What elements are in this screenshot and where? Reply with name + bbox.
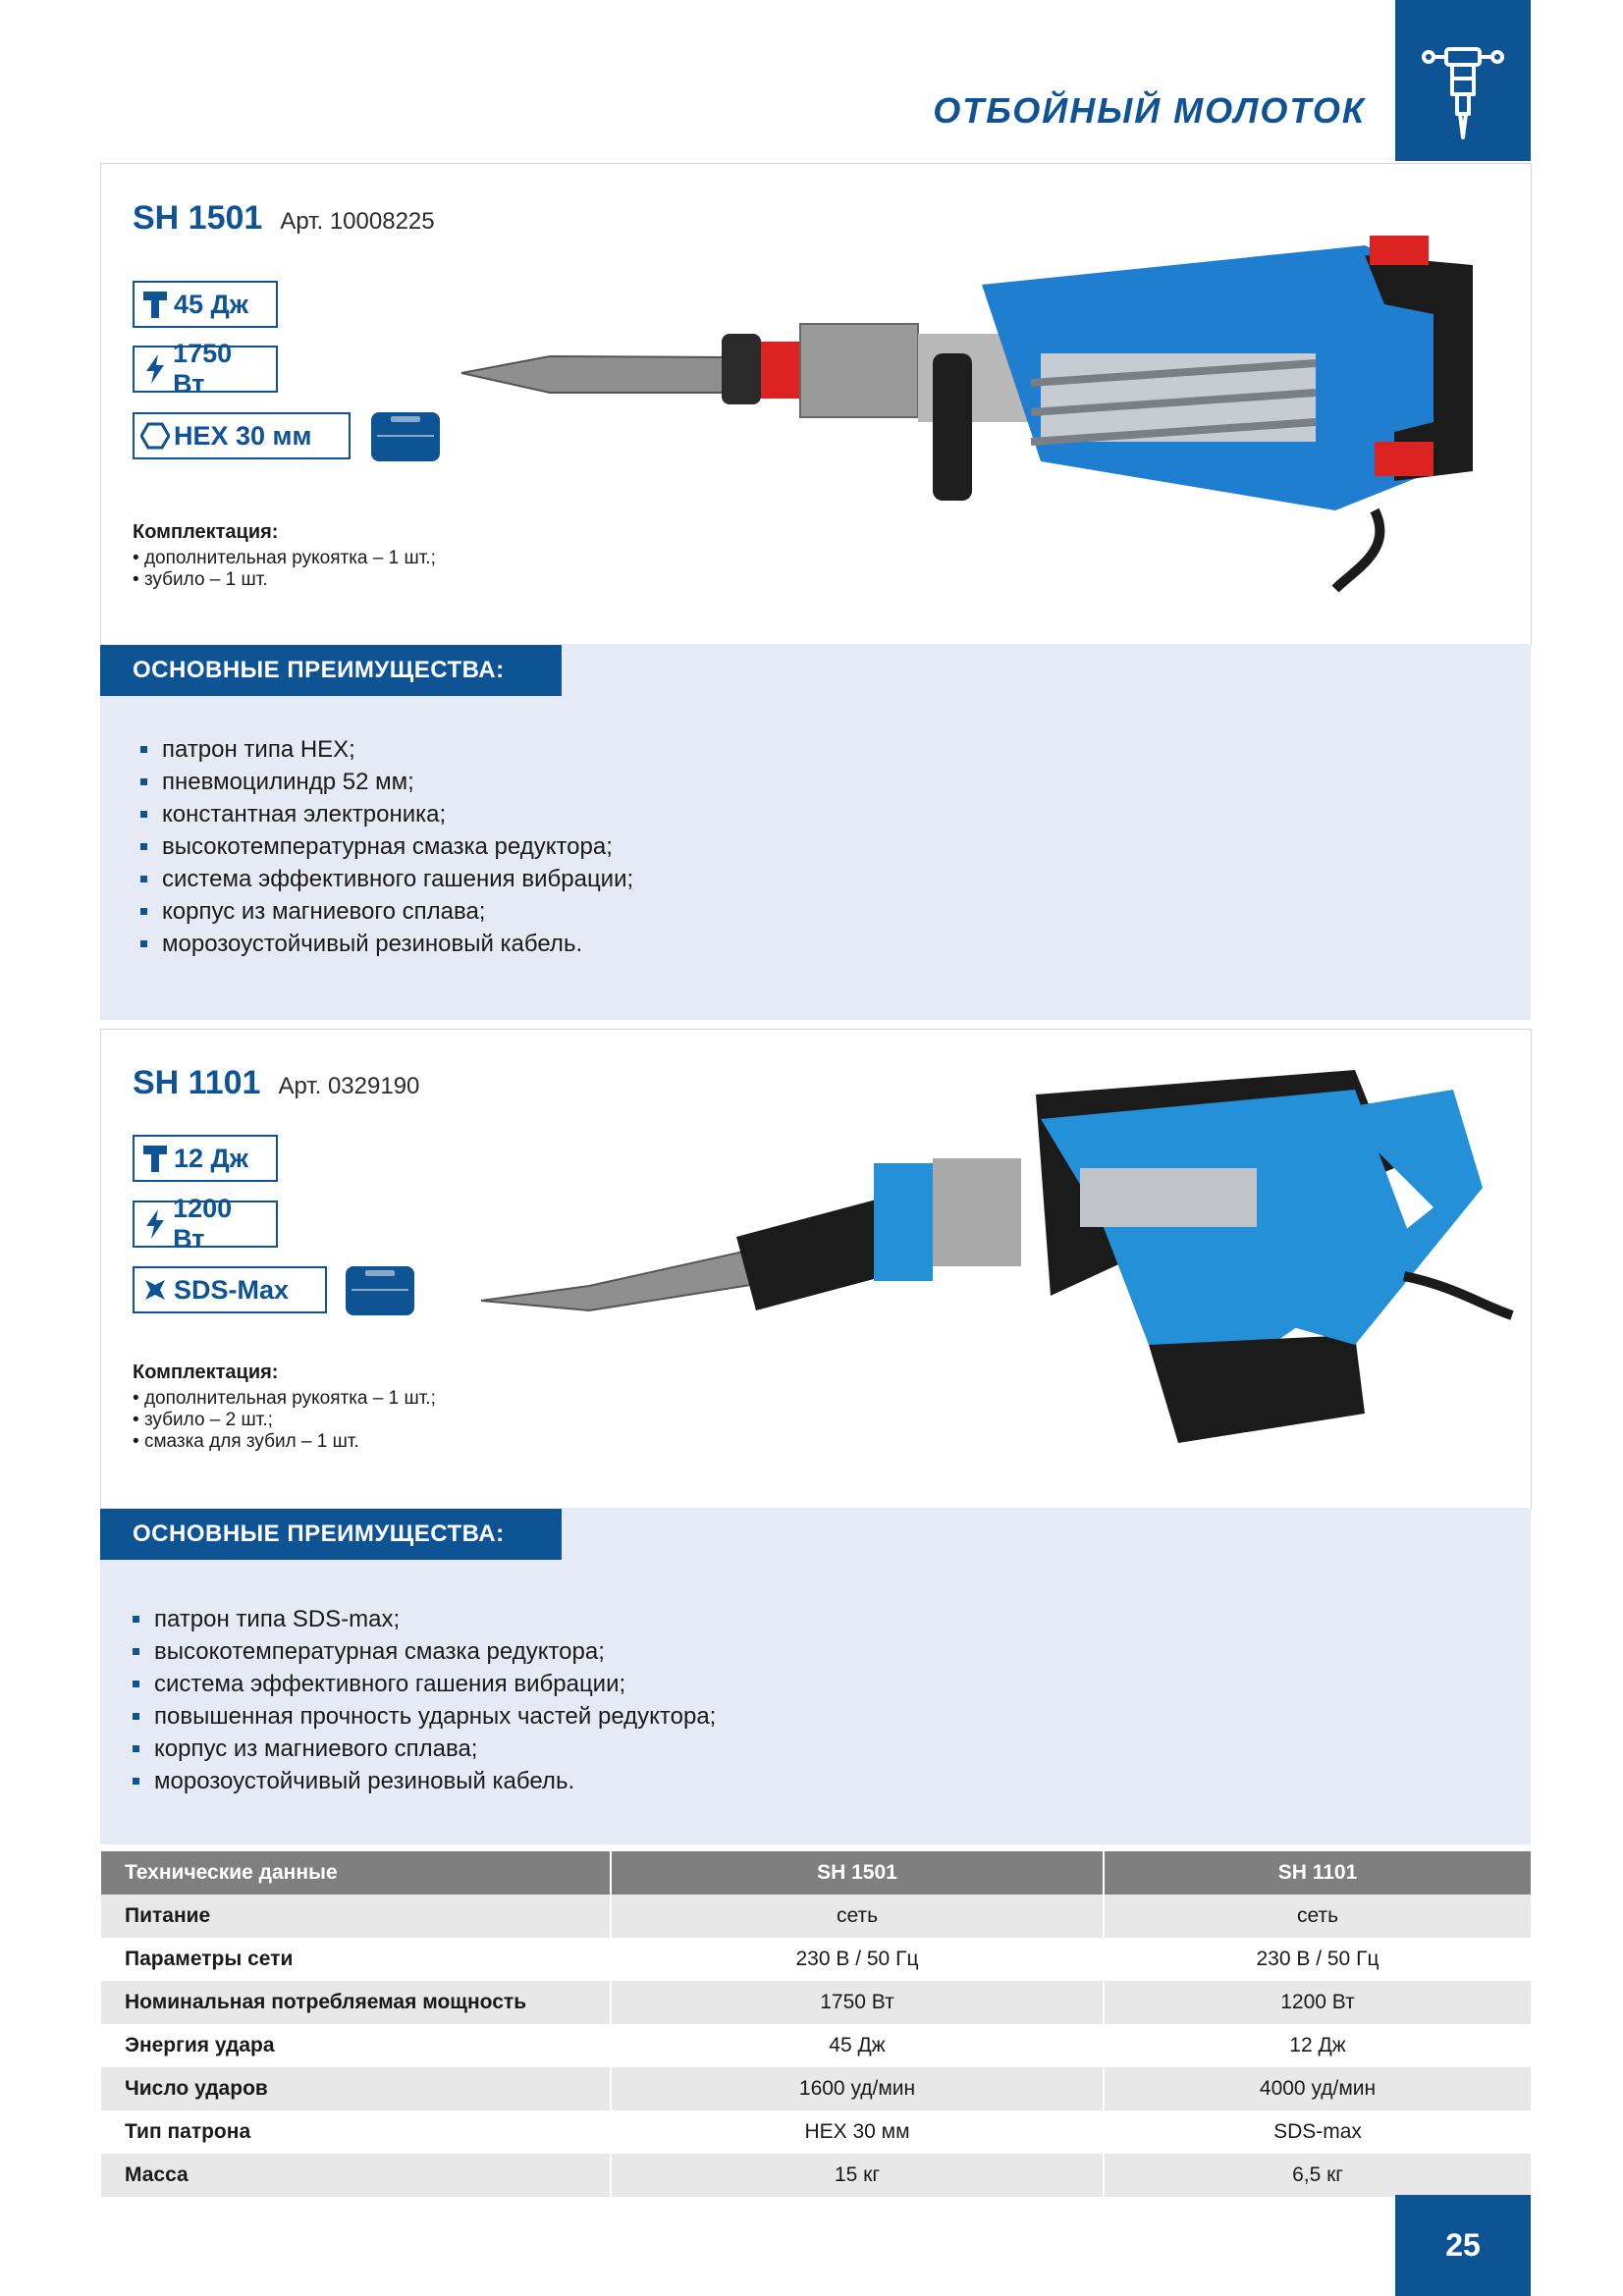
table-header-cell: SH 1101 <box>1104 1851 1531 1895</box>
table-cell: 230 В / 50 Гц <box>611 1938 1104 1981</box>
spec-power-value: 1750 Вт <box>173 339 233 399</box>
hammer-icon <box>140 1142 170 1175</box>
list-item: повышенная прочность ударных частей редуктора; <box>133 1700 716 1733</box>
table-row <box>101 2024 1531 2067</box>
advantages-header: ОСНОВНЫЕ ПРЕИМУЩЕСТВА: <box>100 1509 562 1560</box>
page-number: 25 <box>1395 2195 1531 2296</box>
table-cell: сеть <box>1104 1895 1531 1938</box>
table-cell: 1750 Вт <box>611 1981 1104 2024</box>
product-image-sh1501 <box>452 226 1492 599</box>
kit-item: • смазка для зубил – 1 шт. <box>133 1431 359 1452</box>
table-row <box>101 2154 1531 2197</box>
advantages-list <box>133 1603 716 1797</box>
model-name: SH 1101 <box>133 1064 261 1101</box>
table-cell: Энергия удара <box>101 2024 611 2067</box>
spec-energy-value: 45 Дж <box>174 289 248 319</box>
list-item: морозоустойчивый резиновый кабель. <box>133 1765 716 1797</box>
table-cell: 45 Дж <box>611 2024 1104 2067</box>
table-header-cell: SH 1501 <box>611 1851 1104 1895</box>
spec-energy <box>133 1135 278 1182</box>
table-cell: 15 кг <box>611 2154 1104 2197</box>
list-item: пневмоцилиндр 52 мм; <box>140 766 633 798</box>
kit-item: • дополнительная рукоятка – 1 шт.; <box>133 548 436 568</box>
table-cell: Масса <box>101 2154 611 2197</box>
table-header-cell: Технические данные <box>101 1851 611 1895</box>
table-row <box>101 2110 1531 2154</box>
spec-power <box>133 339 278 399</box>
table-cell: HEX 30 мм <box>611 2110 1104 2154</box>
spec-chuck <box>133 412 351 459</box>
kit-title: Комплектация: <box>133 521 279 543</box>
table-cell: Тип патрона <box>101 2110 611 2154</box>
spec-chuck <box>133 1266 327 1313</box>
jackhammer-icon <box>1395 0 1531 161</box>
sds-chuck-icon <box>140 1273 170 1307</box>
table-cell: SDS-max <box>1104 2110 1531 2154</box>
table-cell: 4000 уд/мин <box>1104 2067 1531 2110</box>
hexagon-icon <box>140 419 170 453</box>
kit-item: • зубило – 2 шт.; <box>133 1410 273 1430</box>
kit-list <box>133 1388 436 1453</box>
spec-energy <box>133 281 278 328</box>
product-heading <box>133 1064 419 1102</box>
table-cell: 12 Дж <box>1104 2024 1531 2067</box>
list-item: морозоустойчивый резиновый кабель. <box>140 928 633 960</box>
lightning-icon <box>140 352 169 386</box>
table-header-row <box>101 1851 1531 1895</box>
hammer-icon <box>140 288 170 321</box>
table-row <box>101 1938 1531 1981</box>
list-item: система эффективного гашения вибрации; <box>133 1668 716 1700</box>
table-cell: 1200 Вт <box>1104 1981 1531 2024</box>
list-item: высокотемпературная смазка редуктора; <box>140 830 633 863</box>
spec-power-value: 1200 Вт <box>173 1194 233 1254</box>
spec-power <box>133 1194 278 1254</box>
list-item: патрон типа SDS-max; <box>133 1603 716 1635</box>
table-row <box>101 2067 1531 2110</box>
list-item: система эффективного гашения вибрации; <box>140 863 633 895</box>
spec-chuck-value: HEX 30 мм <box>174 420 312 451</box>
list-item: патрон типа HEX; <box>140 733 633 766</box>
list-item: константная электроника; <box>140 798 633 830</box>
kit-title: Комплектация: <box>133 1362 279 1383</box>
lightning-icon <box>140 1207 169 1241</box>
advantages-list <box>140 733 633 960</box>
list-item: высокотемпературная смазка редуктора; <box>133 1635 716 1668</box>
table-cell: Номинальная потребляемая мощность <box>101 1981 611 2024</box>
carry-case-icon <box>371 412 440 461</box>
spec-table <box>101 1851 1531 2197</box>
table-cell: 6,5 кг <box>1104 2154 1531 2197</box>
carry-case-icon <box>346 1266 414 1315</box>
kit-list <box>133 548 436 591</box>
table-cell: 1600 уд/мин <box>611 2067 1104 2110</box>
kit-item: • зубило – 1 шт. <box>133 569 268 590</box>
list-item: корпус из магниевого сплава; <box>140 895 633 928</box>
product-heading <box>133 199 435 238</box>
article-number: Арт. 10008225 <box>280 208 435 235</box>
table-row <box>101 1895 1531 1938</box>
list-item: корпус из магниевого сплава; <box>133 1733 716 1765</box>
table-row <box>101 1981 1531 2024</box>
spec-energy-value: 12 Дж <box>174 1143 248 1173</box>
model-name: SH 1501 <box>133 199 263 237</box>
table-cell: Параметры сети <box>101 1938 611 1981</box>
page-title: ОТБОЙНЫЙ МОЛОТОК <box>933 90 1366 131</box>
article-number: Арт. 0329190 <box>278 1073 420 1099</box>
product-image-sh1101 <box>471 1050 1522 1482</box>
table-cell: сеть <box>611 1895 1104 1938</box>
advantages-header: ОСНОВНЫЕ ПРЕИМУЩЕСТВА: <box>100 645 562 696</box>
table-cell: 230 В / 50 Гц <box>1104 1938 1531 1981</box>
table-cell: Число ударов <box>101 2067 611 2110</box>
spec-chuck-value: SDS-Max <box>174 1274 290 1305</box>
header-tab <box>1395 0 1531 161</box>
kit-item: • дополнительная рукоятка – 1 шт.; <box>133 1388 436 1409</box>
table-cell: Питание <box>101 1895 611 1938</box>
